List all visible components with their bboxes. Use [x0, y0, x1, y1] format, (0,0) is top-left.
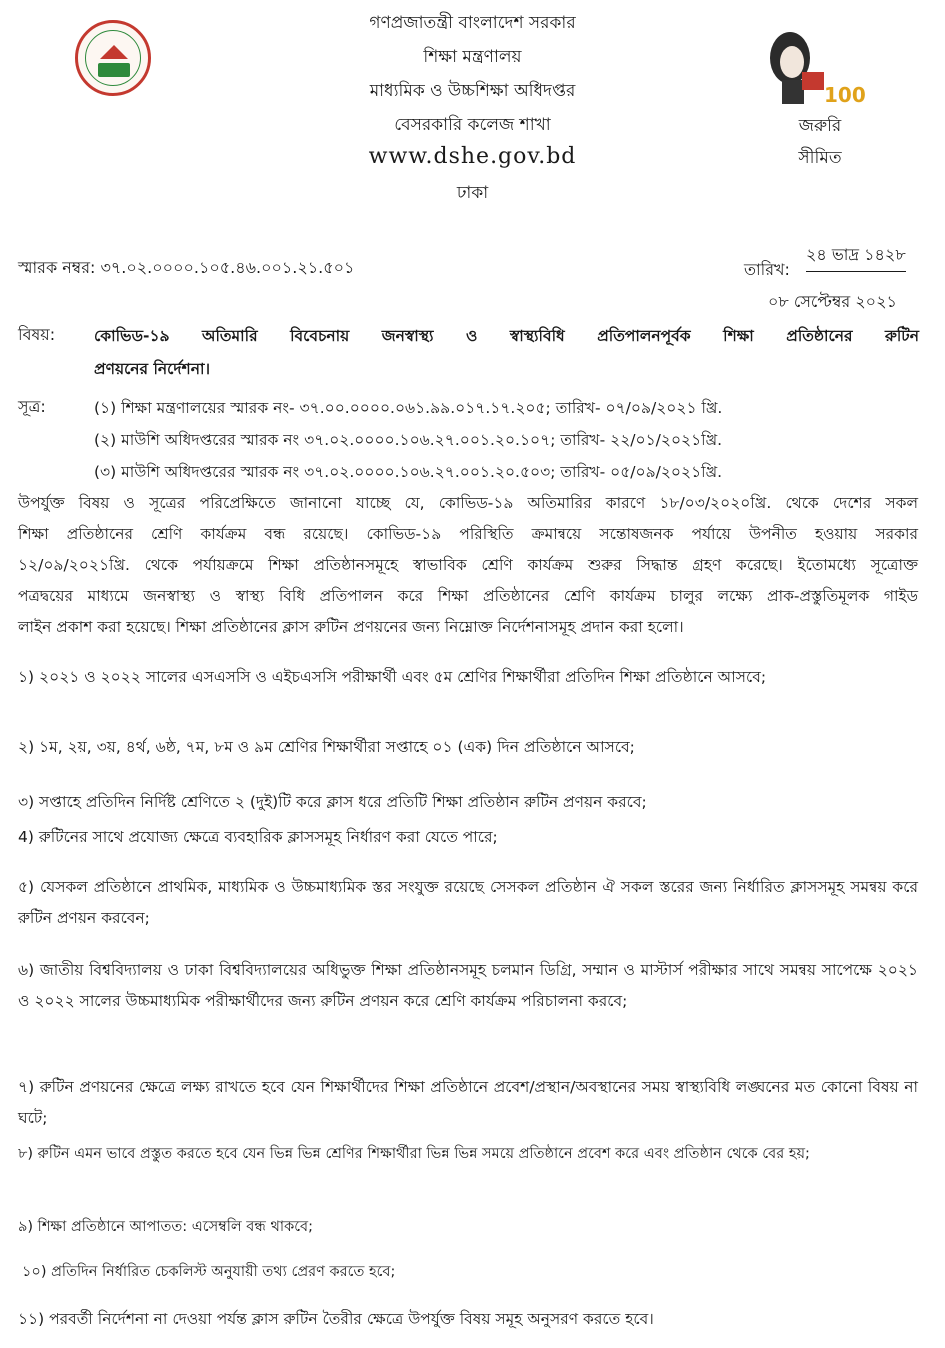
body-line-1: উপর্যুক্ত বিষয় ও সূত্রের পরিপ্রেক্ষিতে জানানো যাচ্ছে যে, কোভিড-১৯ অতিমারির কারণে ১৮/০৩/২০২০খ্রি. থেকে দেশের সকল [18, 494, 918, 512]
body-line-3: ১২/০৯/২০২১খ্রি. থেকে পর্যায়ক্রমে শিক্ষা প্রতিষ্ঠানসমূহে স্বাভাবিক শ্রেণি কার্যক্রম শুরুর সিদ্ধান্ত গ্রহণ করেছে। ইতোমধ্যে সূত্রোক্ত [18, 556, 918, 574]
directive-item-11: ১১) পরবর্তী নির্দেশনা না দেওয়া পর্যন্ত ক্লাস রুটিন তৈরীর ক্ষেত্রে উপর্যুক্ত বিষয় সমূহ অনুসরণ করতে হবে। [18, 1310, 654, 1328]
limited-tag: সীমিত [798, 148, 842, 168]
directive-item-6: ৬) জাতীয় বিশ্ববিদ্যালয় ও ঢাকা বিশ্ববিদ্যালয়ের অধিভুক্ত শিক্ষা প্রতিষ্ঠানসমূহ চলমান ডিগ্রি, সম্মান ও মাস্টার্স পরীক্ষার সাথে সমন্বয় সাপেক্ষে ২০২১ ও ২০২২ সালের উচ্চমাধ্যমিক পরীক্ষার্থীদের জন্য রুটিন প্রণয়ন করে শ্রেণি কার্যক্রম পরিচালনা করবে; [18, 961, 918, 1010]
body-line-2: শিক্ষা প্রতিষ্ঠানের শ্রেণি কার্যক্রম বন্ধ রয়েছে। কোভিড-১৯ পরিস্থিতি ক্রমান্বয়ে সন্তোষজনক পর্যায়ে উপনীত হওয়ায় সরকার [18, 525, 918, 543]
memo-label: স্মারক নম্বর: [18, 258, 96, 277]
subject-line-2: প্রণয়নের নির্দেশনা। [94, 360, 210, 378]
subject-text [94, 320, 919, 386]
directive-item-5: ৫) যেসকল প্রতিষ্ঠানে প্রাথমিক, মাধ্যমিক ও উচ্চমাধ্যমিক স্তর সংযুক্ত রয়েছে সেসকল প্রতিষ্ঠান ঐ সকল স্তরের জন্য নির্ধারিত ক্লাসসমূহ সমন্বয় করে রুটিন প্রণয়ন করবেন; [18, 878, 918, 927]
directive-item-10: ১০) প্রতিদিন নির্ধারিত চেকলিস্ট অনুযায়ী তথ্য প্রেরণ করতে হবে; [22, 1264, 396, 1280]
memo-number: ৩৭.০২.০০০০.১০৫.৪৬.০০১.২১.৫০১ [100, 258, 355, 277]
svg-text:100: 100 [824, 83, 866, 107]
branch-title: বেসরকারি কলেজ শাখা [394, 115, 551, 135]
subject-line-1: কোভিড-১৯ অতিমারি বিবেচনায় জনস্বাস্থ্য ও স্বাস্থ্যবিধি প্রতিপালনপূর্বক শিক্ষা প্রতিষ্ঠানের রুটিন [94, 327, 919, 345]
government-title: গণপ্রজাতন্ত্রী বাংলাদেশ সরকার [369, 13, 576, 33]
header-block [280, 12, 665, 204]
ministry-title: শিক্ষা মন্ত্রণালয় [423, 47, 522, 67]
directive-item-8: ৮) রুটিন এমন ভাবে প্রস্তুত করতে হবে যেন ভিন্ন ভিন্ন শ্রেণির শিক্ষার্থীরা ভিন্ন ভিন্ন সময়ে প্রতিষ্ঠানে প্রবেশ করে এবং প্রতিষ্ঠান থেকে বের হয়; [18, 1146, 810, 1162]
city-name: ঢাকা [456, 183, 489, 203]
reference-item-3: (৩) মাউশি অধিদপ্তরের স্মারক নং ৩৭.০২.০০০০.১০৬.২৭.০০১.২০.৫০৩; তারিখ- ০৫/০৯/২০২১খ্রি. [94, 463, 723, 481]
directive-item-2: ২) ১ম, ২য়, ৩য়, ৪র্থ, ৬ষ্ঠ, ৭ম, ৮ম ও ৯ম শ্রেণির শিক্ষার্থীরা সপ্তাহে ০১ (এক) দিন প্রতিষ্ঠানে আসবে; [18, 738, 635, 756]
directorate-title: মাধ্যমিক ও উচ্চশিক্ষা অধিদপ্তর [369, 81, 576, 101]
website-link[interactable]: www.dshe.gov.bd [368, 144, 577, 169]
directive-item-7: ৭) রুটিন প্রণয়নের ক্ষেত্রে লক্ষ্য রাখতে হবে যেন শিক্ষার্থীদের শিক্ষা প্রতিষ্ঠানে প্রবেশ/প্রস্থান/অবস্থানের সময় স্বাস্থ্যবিধি লঙ্ঘনের মত কোনো বিষয় না ঘটে; [18, 1078, 918, 1127]
date-english: ০৮ সেপ্টেম্বর ২০২১ [768, 292, 897, 311]
date-bangla: ২৪ ভাদ্র ১৪২৮ [806, 242, 906, 272]
references-label: সূত্র: [18, 397, 46, 416]
memo-number-row [18, 255, 354, 282]
directive-item-3: ৩) সপ্তাহে প্রতিদিন নির্দিষ্ট শ্রেণিতে ২ (দুই)টি করে ক্লাস ধরে প্রতিটি শিক্ষা প্রতিষ্ঠান রুটিন প্রণয়ন করবে; [18, 793, 647, 811]
urgent-tag: জরুরি [798, 116, 842, 136]
reference-item-2: (২) মাউশি অধিদপ্তরের স্মারক নং ৩৭.০২.০০০০.১০৬.২৭.০০১.২০.১০৭; তারিখ- ২২/০১/২০২১খ্রি. [94, 431, 723, 449]
directive-item-9: ৯) শিক্ষা প্রতিষ্ঠানে আপাতত: এসেম্বলি বন্ধ থাকবে; [18, 1219, 313, 1235]
classification-tags [770, 115, 870, 169]
date-label: তারিখ: [744, 260, 790, 279]
subject-label: বিষয়: [18, 325, 56, 344]
ministry-seal-logo [75, 20, 151, 96]
body-line-5: লাইন প্রকাশ করা হয়েছে। শিক্ষা প্রতিষ্ঠানের ক্লাস রুটিন প্রণয়নের জন্য নিম্নোক্ত নির্দেশনাসমূহ প্রদান করা হলো। [18, 618, 684, 636]
mujib-100-logo [762, 18, 880, 108]
body-paragraph [18, 488, 918, 643]
seal-book-shape [98, 63, 130, 77]
directive-item-1: ১) ২০২১ ও ২০২২ সালের এসএসসি ও এইচএসসি পরীক্ষার্থী এবং ৫ম শ্রেণির শিক্ষার্থীরা প্রতিদিন শিক্ষা প্রতিষ্ঠানে আসবে; [18, 668, 767, 686]
body-line-4: পত্রদ্বয়ের মাধ্যমে জনস্বাস্থ্য ও স্বাস্থ্য বিধি প্রতিপালন করে শিক্ষা প্রতিষ্ঠানের শ্রেণি কার্যক্রম চালুর লক্ষ্যে প্রাক-প্রস্তুতিমূলক গাইড [18, 587, 918, 605]
references-list [94, 392, 722, 488]
seal-roof-shape [100, 45, 128, 59]
directive-item-4: 4) রুটিনের সাথে প্রযোজ্য ক্ষেত্রে ব্যবহারিক ক্লাসসমূহ নির্ধারণ করা যেতে পারে; [18, 828, 498, 846]
reference-item-1: (১) শিক্ষা মন্ত্রণালয়ের স্মারক নং- ৩৭.০০.০০০০.০৬১.৯৯.০১৭.১৭.২০৫; তারিখ- ০৭/০৯/২০২১ খ্রি. [94, 399, 723, 417]
